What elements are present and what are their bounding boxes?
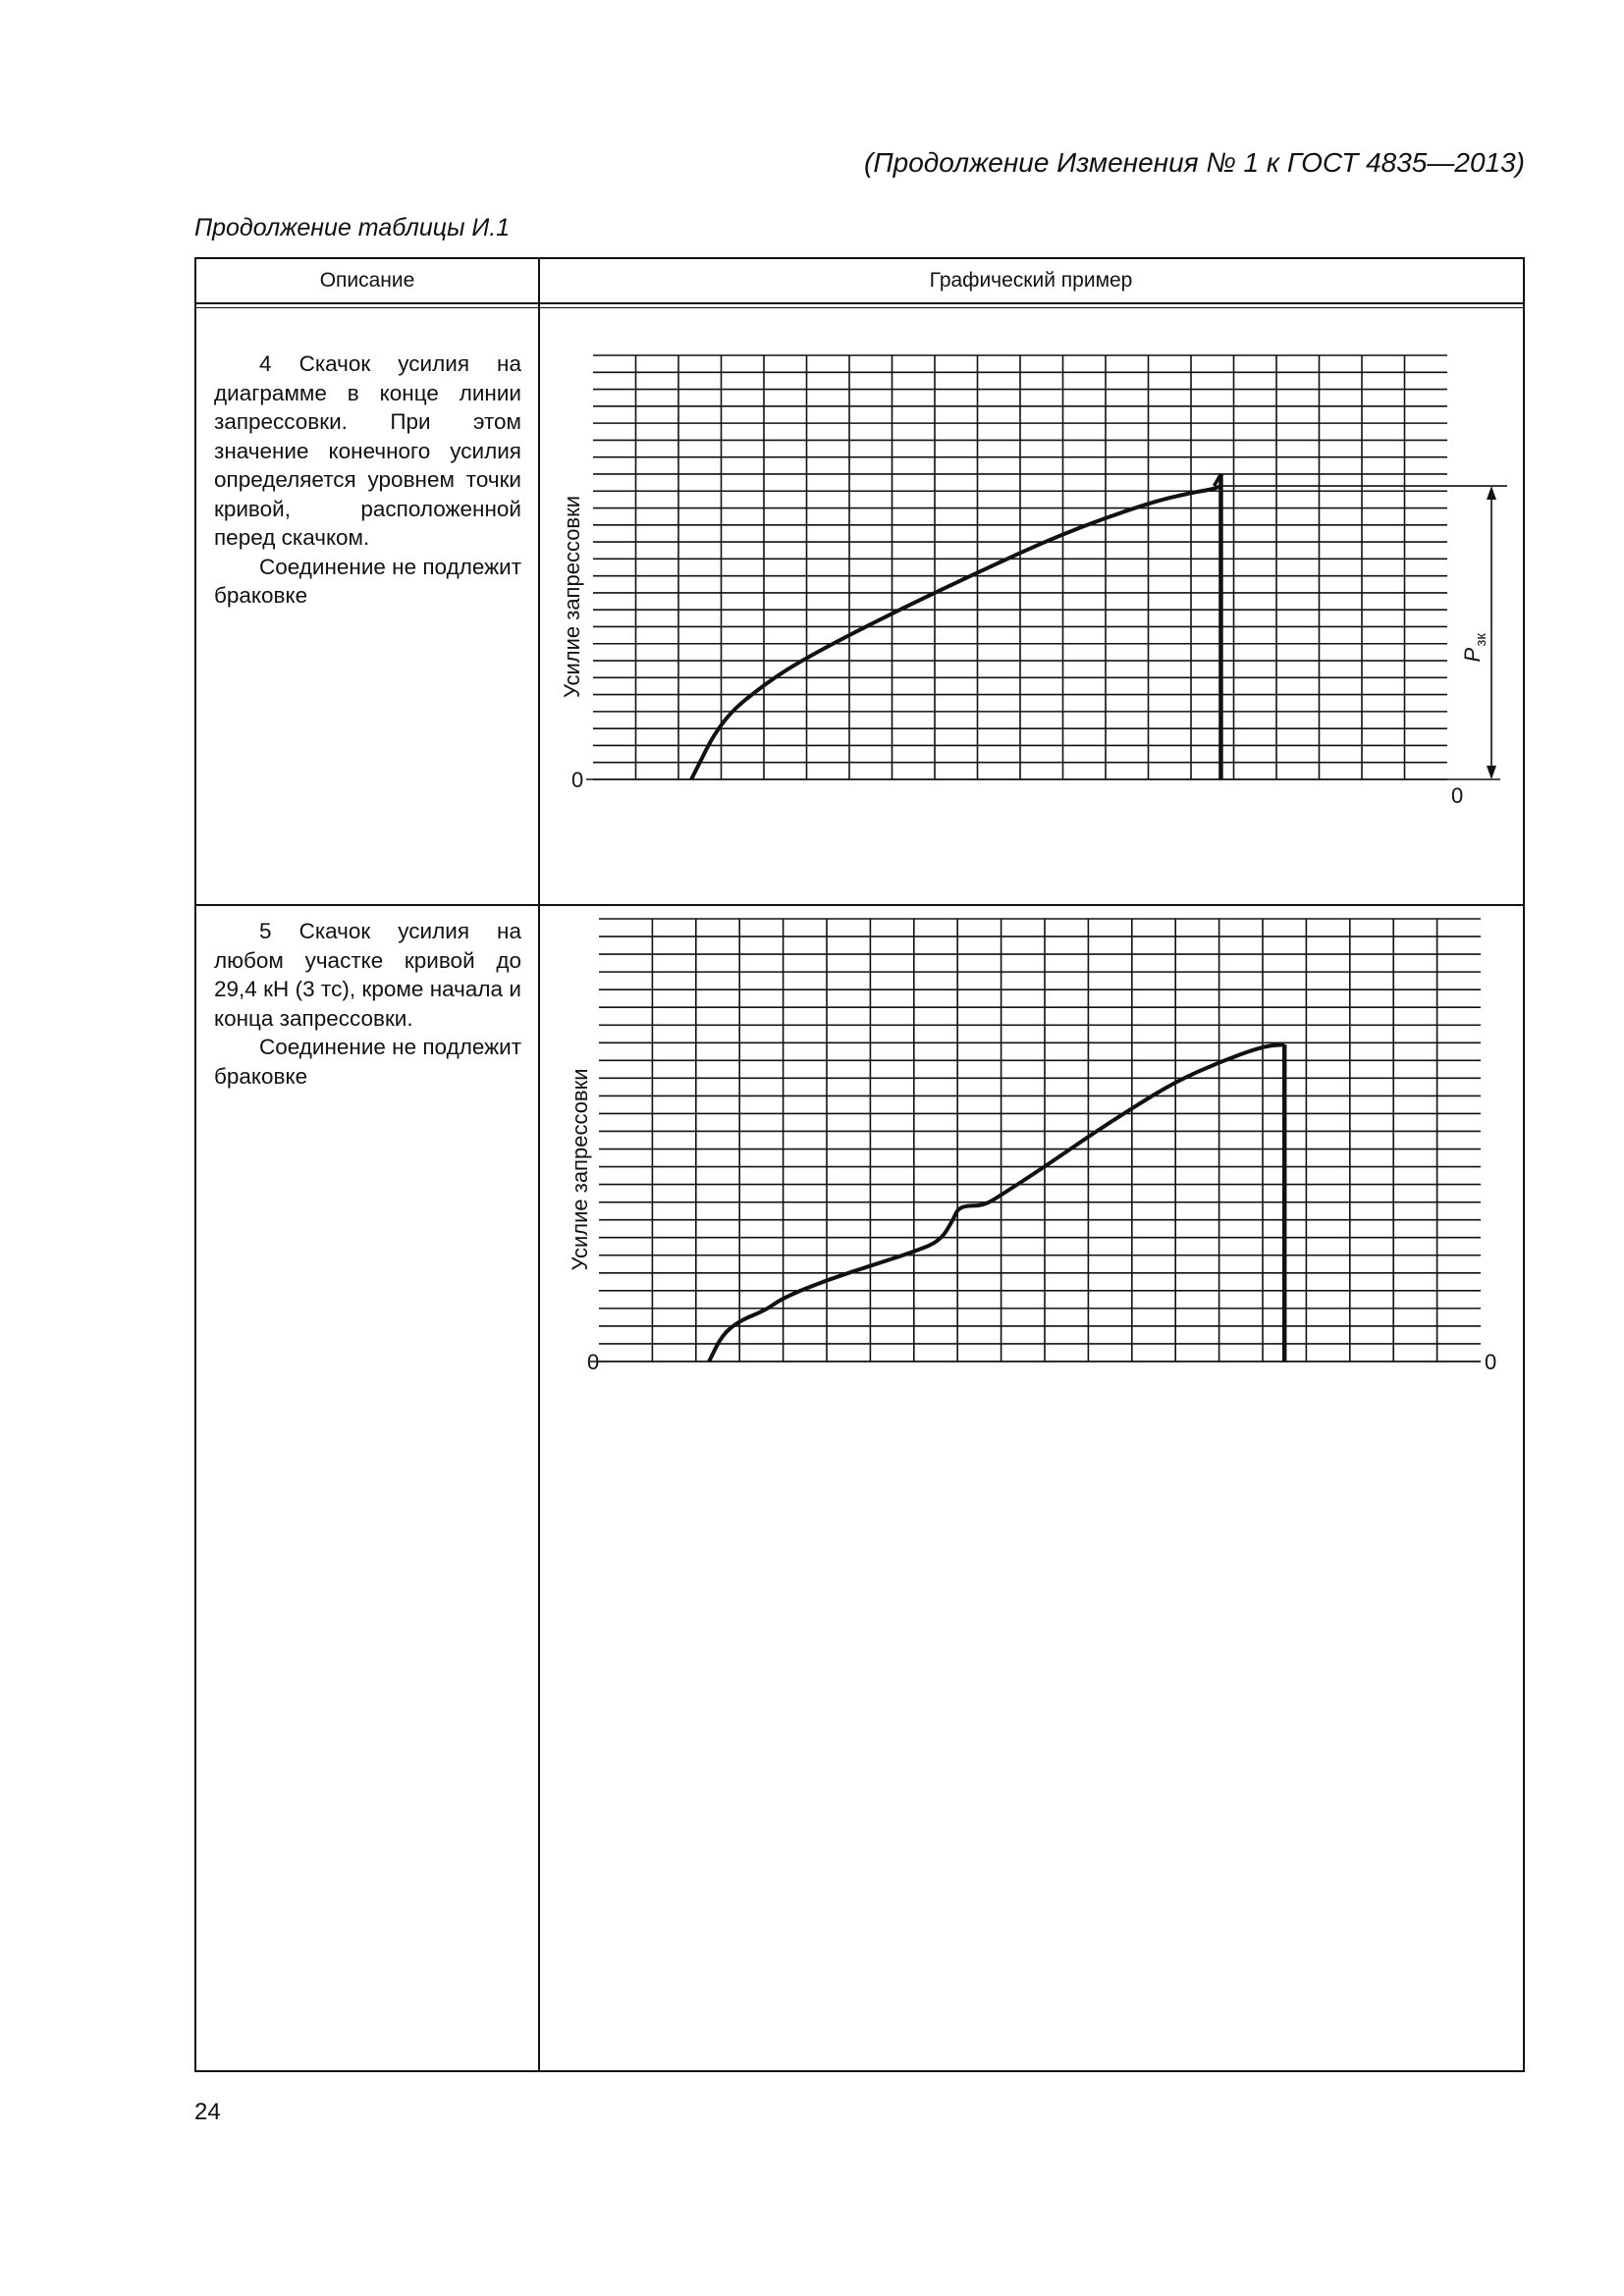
dimension-label: P bbox=[1460, 647, 1485, 663]
chart-row-5 bbox=[568, 919, 1496, 1374]
table-caption: Продолжение таблицы И.1 bbox=[194, 214, 511, 241]
continuation-note-text: (Продолжение Изменения № 1 к ГОСТ 4835—2013) bbox=[864, 147, 1525, 178]
force-curve bbox=[691, 486, 1220, 779]
column-header-graphic-example: Графический пример bbox=[929, 269, 1133, 292]
row-5-verdict: Соединение не подлежит браковке bbox=[214, 1035, 522, 1089]
end-label: 0 bbox=[1485, 1350, 1497, 1374]
origin-label: 0 bbox=[587, 1350, 600, 1374]
row-5-description-text: 5 Скачок усилия на любом участке кривой до 29,4 кН (3 тс), кроме начала и конца запрессовки. bbox=[214, 919, 521, 1031]
row-4-description-text: 4 Скачок усилия на диаграмме в конце линии запрессовки. При этом значение конечного усилия определяется уровнем точки кривой, расположенной перед скачком. bbox=[214, 351, 521, 550]
chart-row-4 bbox=[560, 355, 1507, 808]
column-header-description: Описание bbox=[319, 269, 415, 292]
dimension-label-subscript: зк bbox=[1473, 633, 1489, 647]
force-curve bbox=[709, 1044, 1284, 1362]
y-axis-label: Усилие запрессовки bbox=[568, 1068, 592, 1271]
page-number: 24 bbox=[194, 2099, 221, 2125]
dimension-arrow-top bbox=[1487, 486, 1496, 500]
row-4-verdict: Соединение не подлежит браковке bbox=[214, 554, 522, 608]
dimension-arrow-bottom bbox=[1487, 766, 1496, 779]
y-axis-label: Усилие запрессовки bbox=[560, 495, 584, 699]
end-label: 0 bbox=[1451, 783, 1464, 808]
origin-label: 0 bbox=[571, 768, 584, 792]
